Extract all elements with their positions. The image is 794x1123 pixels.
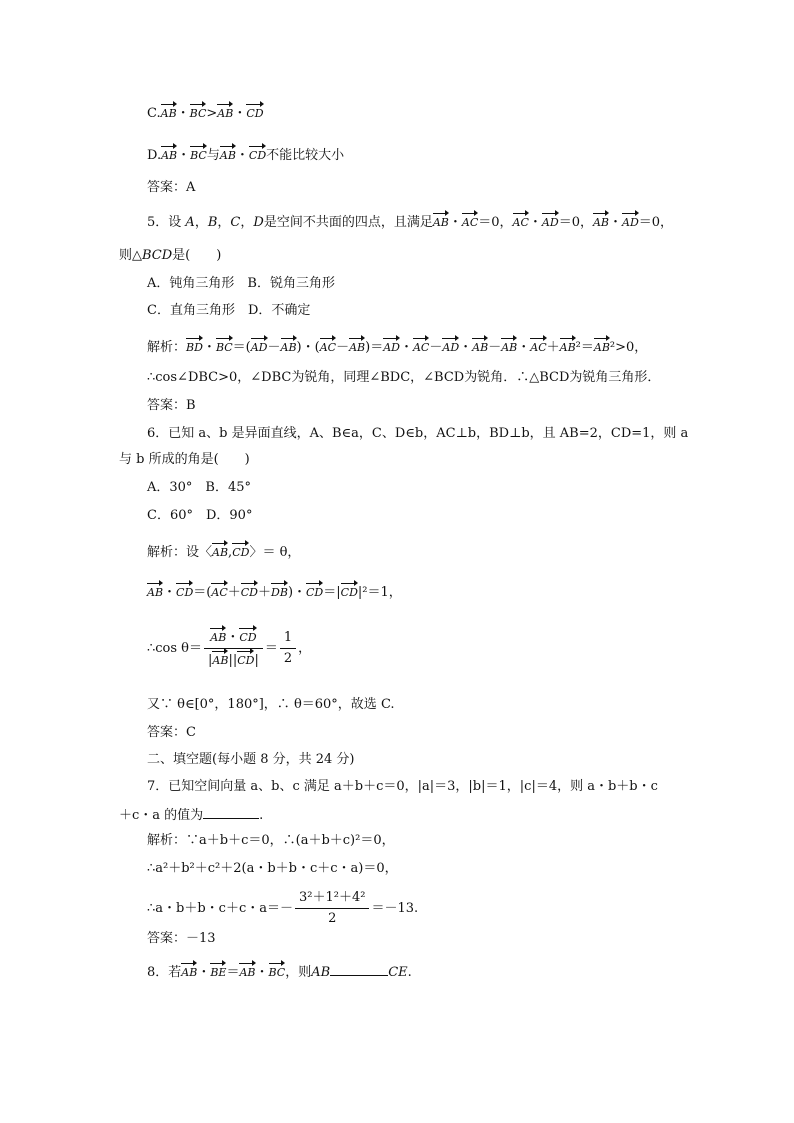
q7-solution-line3: ∴a・b＋b・c＋c・a＝－ $\frac{\text{3²＋1²＋4²}}{2}$ ＝－13. [147,890,419,926]
q5-solution-line1: 解析：BD・BC＝(AD－AB)・(AC－AB)＝AD・AC－AD・AB－AB・AC＋AB²＝AB²>0， [147,340,648,355]
q6-solution-line1: 解析：设〈AB,CD〉＝ θ， [147,545,301,560]
q5-solution-line2: ∴cos∠DBC>0，∠DBC为锐角，同理∠BDC，∠BCD为锐角．∴△BCD为锐角三角形． [147,370,661,385]
q6-stem-line1: 6．已知 a、b 是异面直线，A、B∈a，C、D∈b，AC⊥b，BD⊥b，且 AB=2，CD=1，则 a [147,426,689,441]
q4-option-d: D.AB・BC与AB・CD不能比较大小 [147,148,345,163]
q6-options-ab: A．30° B．45° [147,480,252,495]
q6-options-cd: C．60° D．90° [147,508,253,523]
q7-fraction: $\frac{\text{3²＋1²＋4²}}{2}$ [295,890,369,927]
q5-answer: 答案：B [147,398,196,413]
q5-options-ab: A．钝角三角形 B．锐角三角形 [147,276,335,291]
q5-stem-line2: 则△BCD是( ) [119,248,222,263]
q7-stem-line2: ＋c・a 的值为 . [119,808,264,823]
q7-solution-line1: 解析：∵a＋b＋c＝0，∴(a＋b＋c)²＝0， [147,833,395,848]
section-title-fill-in: 二、填空题(每小题 8 分，共 24 分) [147,752,355,767]
q8-answer-blank[interactable] [330,963,388,976]
q6-cos-fraction: $\frac{AB・CD}{|AB||CD|}$ [204,628,263,669]
q6-solution-line3: ∴cos θ＝ $\frac{AB・CD}{|AB||CD|}$ ＝ $\frac{1}{2}$ ， [147,630,312,668]
q6-stem-line2: 与 b 所成的角是( ) [119,452,250,467]
q7-solution-line2: ∴a²＋b²＋c²＋2(a・b＋b・c＋c・a)＝0， [147,861,398,876]
q6-half-fraction: $\frac{1}{2}$ [280,630,296,667]
q6-solution-line2: AB・CD＝(AC＋CD＋DB)・CD＝|CD|²＝1， [147,585,402,600]
q4-option-c: C.AB・BC>AB・CD [147,106,264,121]
q7-answer: 答案：－13 [147,931,216,946]
q7-stem-line1: 7．已知空间向量 a、b、c 满足 a＋b＋c＝0，|a|＝3，|b|＝1，|c|＝4，则 a・b＋b・c [147,779,658,794]
q4-answer: 答案：A [147,180,196,195]
q6-answer: 答案：C [147,725,196,740]
q5-stem-line1: 5．设 A，B，C，D是空间不共面的四点，且满足AB・AC＝0，AC・AD＝0，AB・AD＝0， [147,215,674,230]
q8-stem: 8．若AB・BE＝AB・BC，则AB CE. [147,965,412,980]
q7-answer-blank[interactable] [203,806,259,819]
q6-solution-line4: 又∵ θ∈[0°，180°]，∴ θ＝60°，故选 C. [147,697,395,712]
q5-options-cd: C．直角三角形 D．不确定 [147,303,311,318]
